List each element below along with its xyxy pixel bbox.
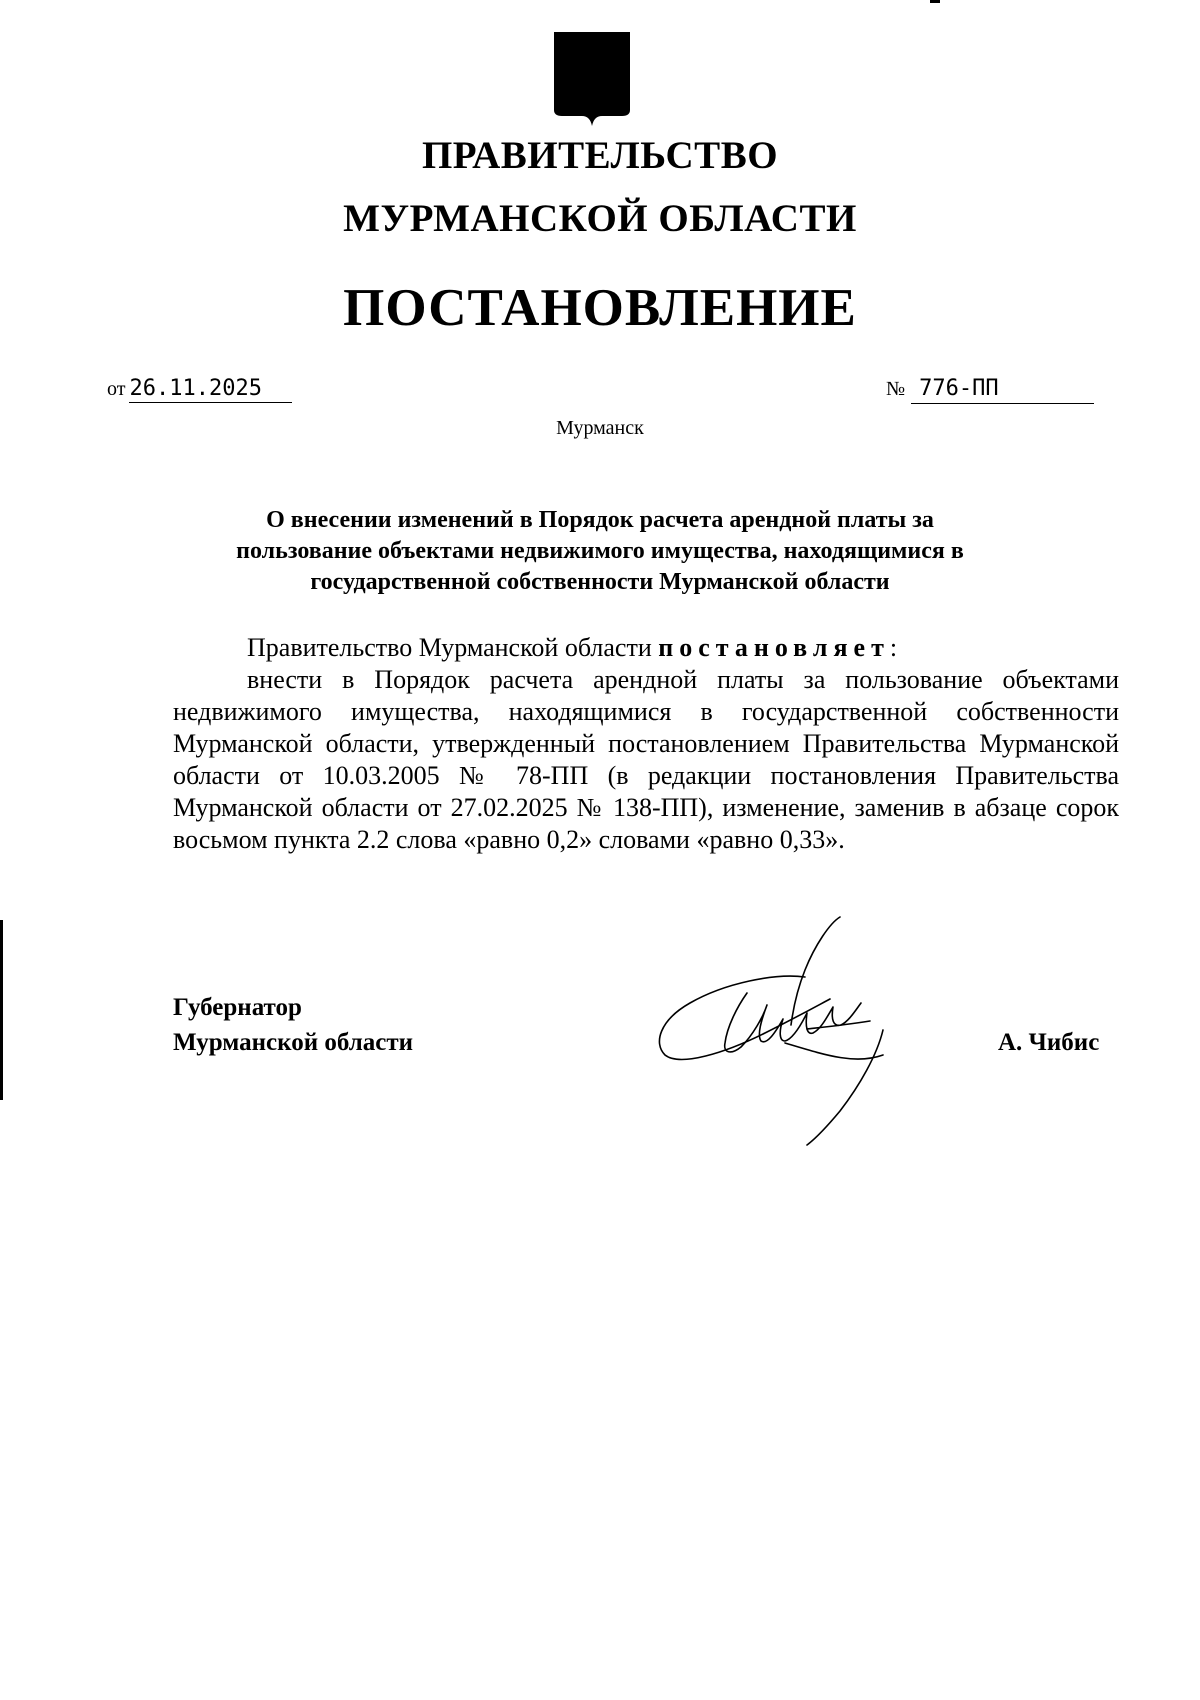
scan-edge-mark xyxy=(0,920,3,1100)
signer-name: А. Чибис xyxy=(998,1029,1100,1056)
document-number xyxy=(886,378,1094,404)
date-value: 26.11.2025 xyxy=(129,378,292,403)
subject-line: государственной собственности Мурманской области xyxy=(310,569,890,595)
document-type-title: ПОСТАНОВЛЕНИЕ xyxy=(343,279,857,337)
body-paragraph: внести в Порядок расчета арендной платы за пользование объектами недвижимого имущества, находящимися в государственной собственности Мурманской области, утвержденный постановлением Правительства Мурманской области от 10.03.2005 № 78-ПП (в редакции постановления Правительства Мурманской области от 27.02.2025 № 138-ПП), изменение, заменив в абзаце сорок восьмом пункта 2.2 слова «равно 0,2» словами «равно 0,33». xyxy=(173,665,1119,854)
coat-of-arms-emblem xyxy=(552,32,632,126)
intro-emphasis: постановляет xyxy=(658,633,890,662)
document-date xyxy=(107,378,292,403)
document-body xyxy=(173,632,1119,856)
scan-edge-mark xyxy=(930,0,940,3)
organization-name-line1: ПРАВИТЕЛЬСТВО xyxy=(421,134,779,177)
signer-position-line: Губернатор xyxy=(173,994,302,1021)
signer-position xyxy=(173,990,413,1060)
subject-line: О внесении изменений в Порядок расчета арендной платы за xyxy=(266,507,934,533)
number-value: 776-ПП xyxy=(911,378,1094,404)
handwritten-signature xyxy=(655,915,935,1147)
signer-position-line: Мурманской области xyxy=(173,1029,414,1056)
number-prefix: № xyxy=(886,378,906,400)
date-prefix: от xyxy=(107,378,126,400)
subject-line: пользование объектами недвижимого имущества, находящимися в xyxy=(236,538,964,564)
organization-name-line2: МУРМАНСКОЙ ОБЛАСТИ xyxy=(343,197,857,240)
intro-end: : xyxy=(889,633,898,662)
intro-text: Правительство Мурманской области xyxy=(247,633,659,662)
body-intro xyxy=(173,632,1119,664)
document-subject xyxy=(200,505,1000,598)
city-name: Мурманск xyxy=(556,417,644,439)
